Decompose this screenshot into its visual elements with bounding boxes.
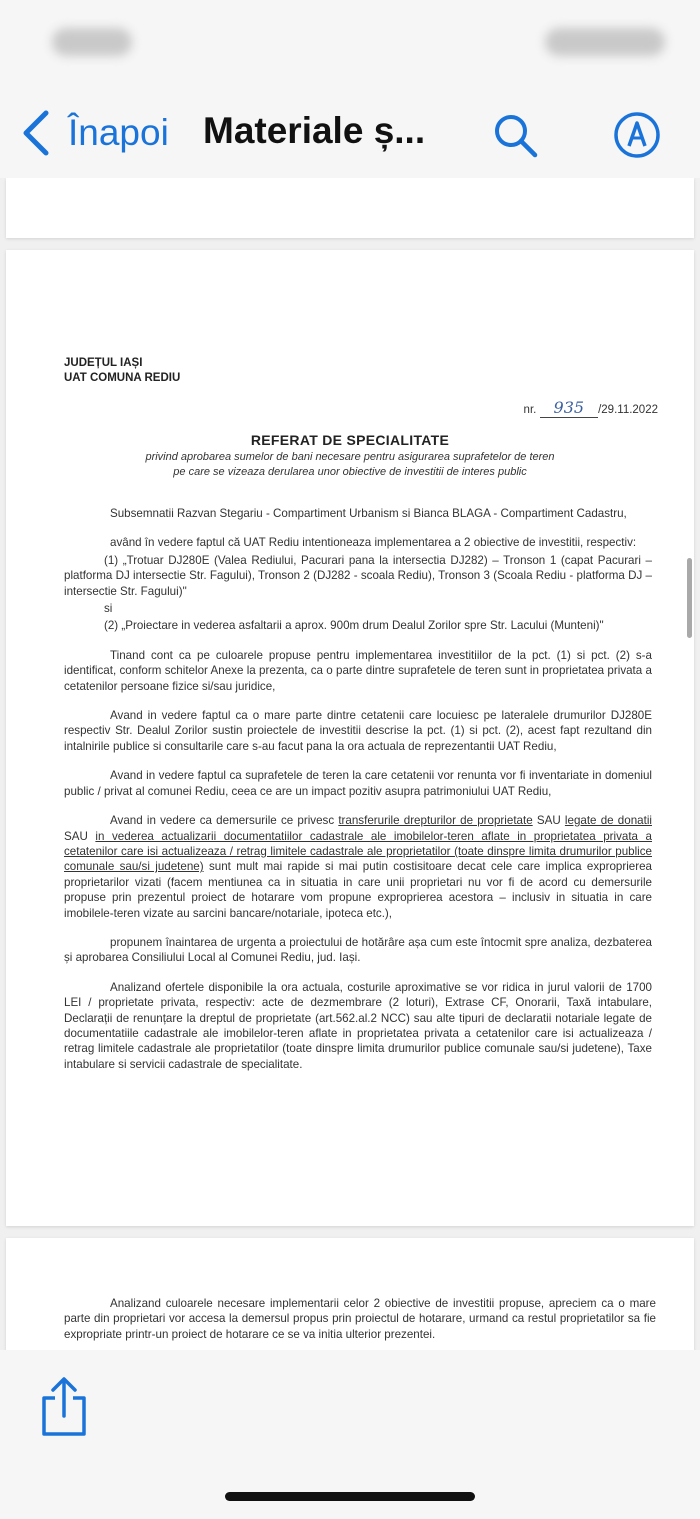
paragraph-avand-3 xyxy=(64,813,652,921)
document-page xyxy=(6,250,694,1226)
avand3-sau-1: SAU xyxy=(536,814,561,828)
nr-handwritten: 935 xyxy=(540,398,599,418)
paragraph-avand-1: Avand in vedere faptul ca o mare parte dintre cetatenii care locuiesc pe lateralele drumurilor DJ280E respectiv Str. Dealul Zorilor sustin proiectele de investitii descrise la pct. (1) si pct. (2), acest fapt rezultand din intalnirile publice si consultarile care s-au facut pana la ora actuala de reprezentantii UAT Rediu, xyxy=(64,709,652,753)
uat-name: UAT COMUNA REDIU xyxy=(64,372,181,384)
document-viewer[interactable] xyxy=(0,178,700,1350)
paragraph-tinand: Tinand cont ca pe culoarele propuse pentru implementarea investitiilor de la pct. (1) si pct. (2) s-a identificat, conform schitelor Anexe la prezenta, ca o parte dintre suprafetele de teren sunt in proprietatea privata a cetatenilor persoane fizice si/sau juridice, xyxy=(64,648,652,693)
county-name: JUDEȚUL IAȘI xyxy=(64,357,143,369)
share-icon[interactable] xyxy=(38,1376,90,1438)
search-icon[interactable] xyxy=(490,110,540,160)
avand3-sau-2: SAU xyxy=(64,829,88,843)
avand3-end: sunt mult mai rapide si mai putin costisitoare decat cele care implica exproprierea proprietarilor vizati (facem mentiunea ca in situatia in care unii proprietari nu vor fi de acord cu demersurile propuse prin prezentul proiect de hotarare vom propune exproprierea acestora – inclusiv in situatia in care imobilele-teren vizate au sarcini bancare/notariale, ipoteca etc.), xyxy=(64,860,653,920)
list-item-2: (2) „Proiectare in vederea asfaltarii a aprox. 900m drum Dealul Zorilor spre Str. Lacului (Munteni)" xyxy=(104,619,604,633)
avand3-underline-2: legate de donatii xyxy=(564,814,652,828)
subtitle-line-2: pe care se vizeaza derularea unor obiective de investitii de interes public xyxy=(173,466,527,478)
nr-date: /29.11.2022 xyxy=(598,404,658,416)
home-indicator[interactable] xyxy=(225,1492,475,1501)
document-subtitle xyxy=(6,450,694,480)
markup-pen-icon[interactable] xyxy=(612,110,662,160)
avand3-underline-3: in vederea actualizarii documentatiilor cadastrale ale imobilelor-teren aflate in proprietatea privata a cetatenilor care isi actualizeaza / retrag limitele cadastrale ale proprietatilor (toate dinspre limita drumurilor publice comunale sau/si judetene) xyxy=(64,829,652,874)
paragraph-intro: având în vedere faptul că UAT Rediu intentioneaza implementarea a 2 obiective de investitii, respectiv: xyxy=(110,536,637,550)
back-label: Înapoi xyxy=(68,112,169,153)
list-conjunction: si xyxy=(104,602,113,616)
document-title: Materiale ș... xyxy=(203,110,426,151)
registration-number xyxy=(524,398,658,417)
next-page-paragraph: Analizand culoarele necesare implementarii celor 2 obiective de investitii propuse, apreciem ca o mare parte din proprietari vor accesa la demersul propus prin proiectul de hotarare, urmand ca restul proprietatilor sa fie expropriate printr-un proiect de hotarare ce se va initia ulterior prezentei. xyxy=(64,1297,656,1341)
next-page xyxy=(6,1238,694,1350)
status-icons-blurred xyxy=(545,28,665,56)
county-header xyxy=(64,356,180,386)
paragraph-avand-2: Avand in vedere faptul ca suprafetele de teren la care cetatenii vor renunta vor fi inventariate in domeniul public / privat al comunei Rediu, ceea ce are un impact pozitiv asupra patrimoniului UAT Rediu, xyxy=(64,769,652,798)
paragraph-propunem: propunem înaintarea de urgenta a proiectului de hotărâre așa cum este întocmit spre analiza, dezbaterea și aprobarea Consiliului Local al Comunei Rediu, jud. Iași. xyxy=(64,935,652,965)
subtitle-line-1: privind aprobarea sumelor de bani necesare pentru asigurarea suprafetelor de teren xyxy=(145,451,555,463)
document-body xyxy=(64,506,652,1086)
document-heading: REFERAT DE SPECIALITATE xyxy=(250,432,450,448)
nav-bar xyxy=(0,90,700,178)
back-button[interactable] xyxy=(16,108,169,158)
paragraph-analizand: Analizand ofertele disponibile la ora actuala, costurile aproximative se vor ridica in jurul valorii de 1700 LEI / proprietate privata, respectiv: acte de dezmembrare (2 loturi), Extrase CF, Onorarii, Taxă intabulare, Declarații de renunțare la dreptul de proprietate (art.562.al.2 NCC) sau alte tipuri de declaratii notariale legate de documentatiile cadastrale ale imobilelor-teren aflate in proprietatea privata a cetatenilor care isi actualizeaza / retrag limitele cadastrale ale proprietatilor (toate dinspre limita drumurilor publice comunale sau/si judetene), Taxe intabulare si servicii cadastrale de specialitate. xyxy=(64,980,652,1071)
previous-page xyxy=(6,178,694,238)
scroll-indicator[interactable] xyxy=(687,558,692,638)
status-time-blurred xyxy=(52,28,132,56)
bottom-toolbar xyxy=(0,1350,700,1519)
status-bar xyxy=(0,0,700,90)
nr-prefix: nr. xyxy=(523,404,537,416)
list-item-1: (1) „Trotuar DJ280E (Valea Rediului, Pacurari pana la intersectia DJ282) – Tronson 1 (capat Pacurari – platforma DJ intersectie Str. Fagului), Tronson 2 (DJ282 - scoala Rediu), Tronson 3 (Scoala Rediu - platforma DJ – intersectie Str. Fagului)" xyxy=(64,553,652,598)
avand3-start: Avand in vedere ca demersurile ce privesc xyxy=(110,814,335,828)
avand3-underline-1: transferurile drepturilor de proprietate xyxy=(338,814,533,828)
paragraph-signatories: Subsemnatii Razvan Stegariu - Compartiment Urbanism si Bianca BLAGA - Compartiment Cadastru, xyxy=(110,507,627,520)
chevron-left-icon xyxy=(16,108,58,158)
